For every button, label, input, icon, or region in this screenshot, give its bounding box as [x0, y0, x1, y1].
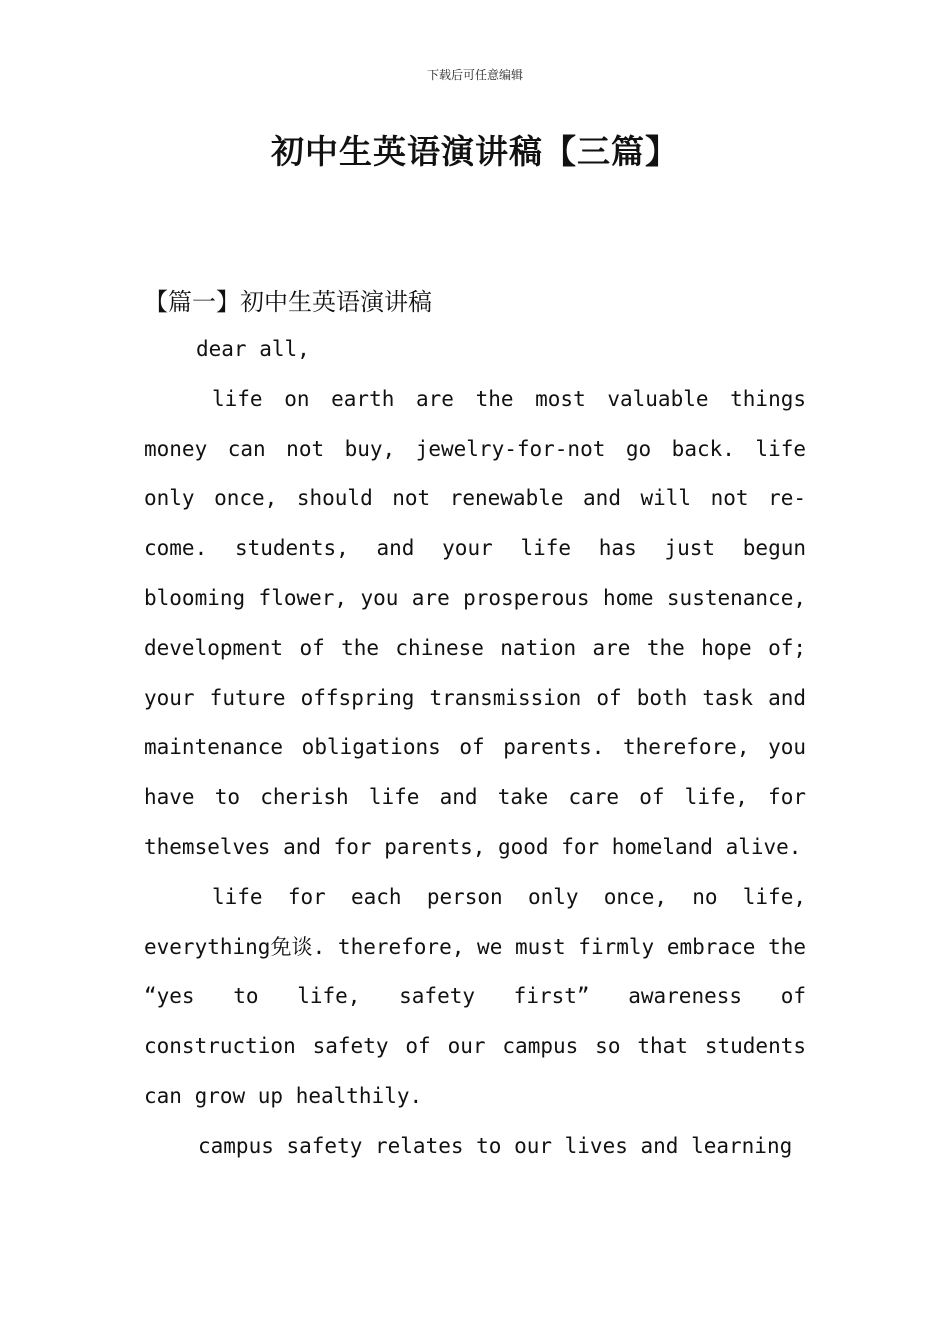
salutation: dear all, — [196, 337, 310, 361]
header-note: 下载后可任意编辑 — [426, 68, 523, 82]
document-title: 初中生英语演讲稿【三篇】 — [271, 132, 679, 171]
paragraph-1: life on earth are the most valuable things money can not buy, jewelry-for-not go back. life only once, should not renewable and will not re-come. students, and your life has just begun blooming flower, you are prosperous home sustenance, development of the chinese nation are the hope of; your future offspring transmission of both task and maintenance obligations of parents. therefore, you have to cherish life and take care of life, for themselves and for parents, good for homeland alive. — [144, 386, 806, 859]
paragraph-2: life for each person only once, no life, everything免谈. therefore, we must firmly embrace the “yes to life, safety first” awareness of construction safety of our campus so that students can grow up healthily. — [144, 884, 806, 1108]
paragraph-3: campus safety relates to our lives and learning — [198, 1133, 793, 1158]
speech-body — [144, 325, 806, 1172]
section-heading: 【篇一】初中生英语演讲稿 — [144, 288, 432, 316]
